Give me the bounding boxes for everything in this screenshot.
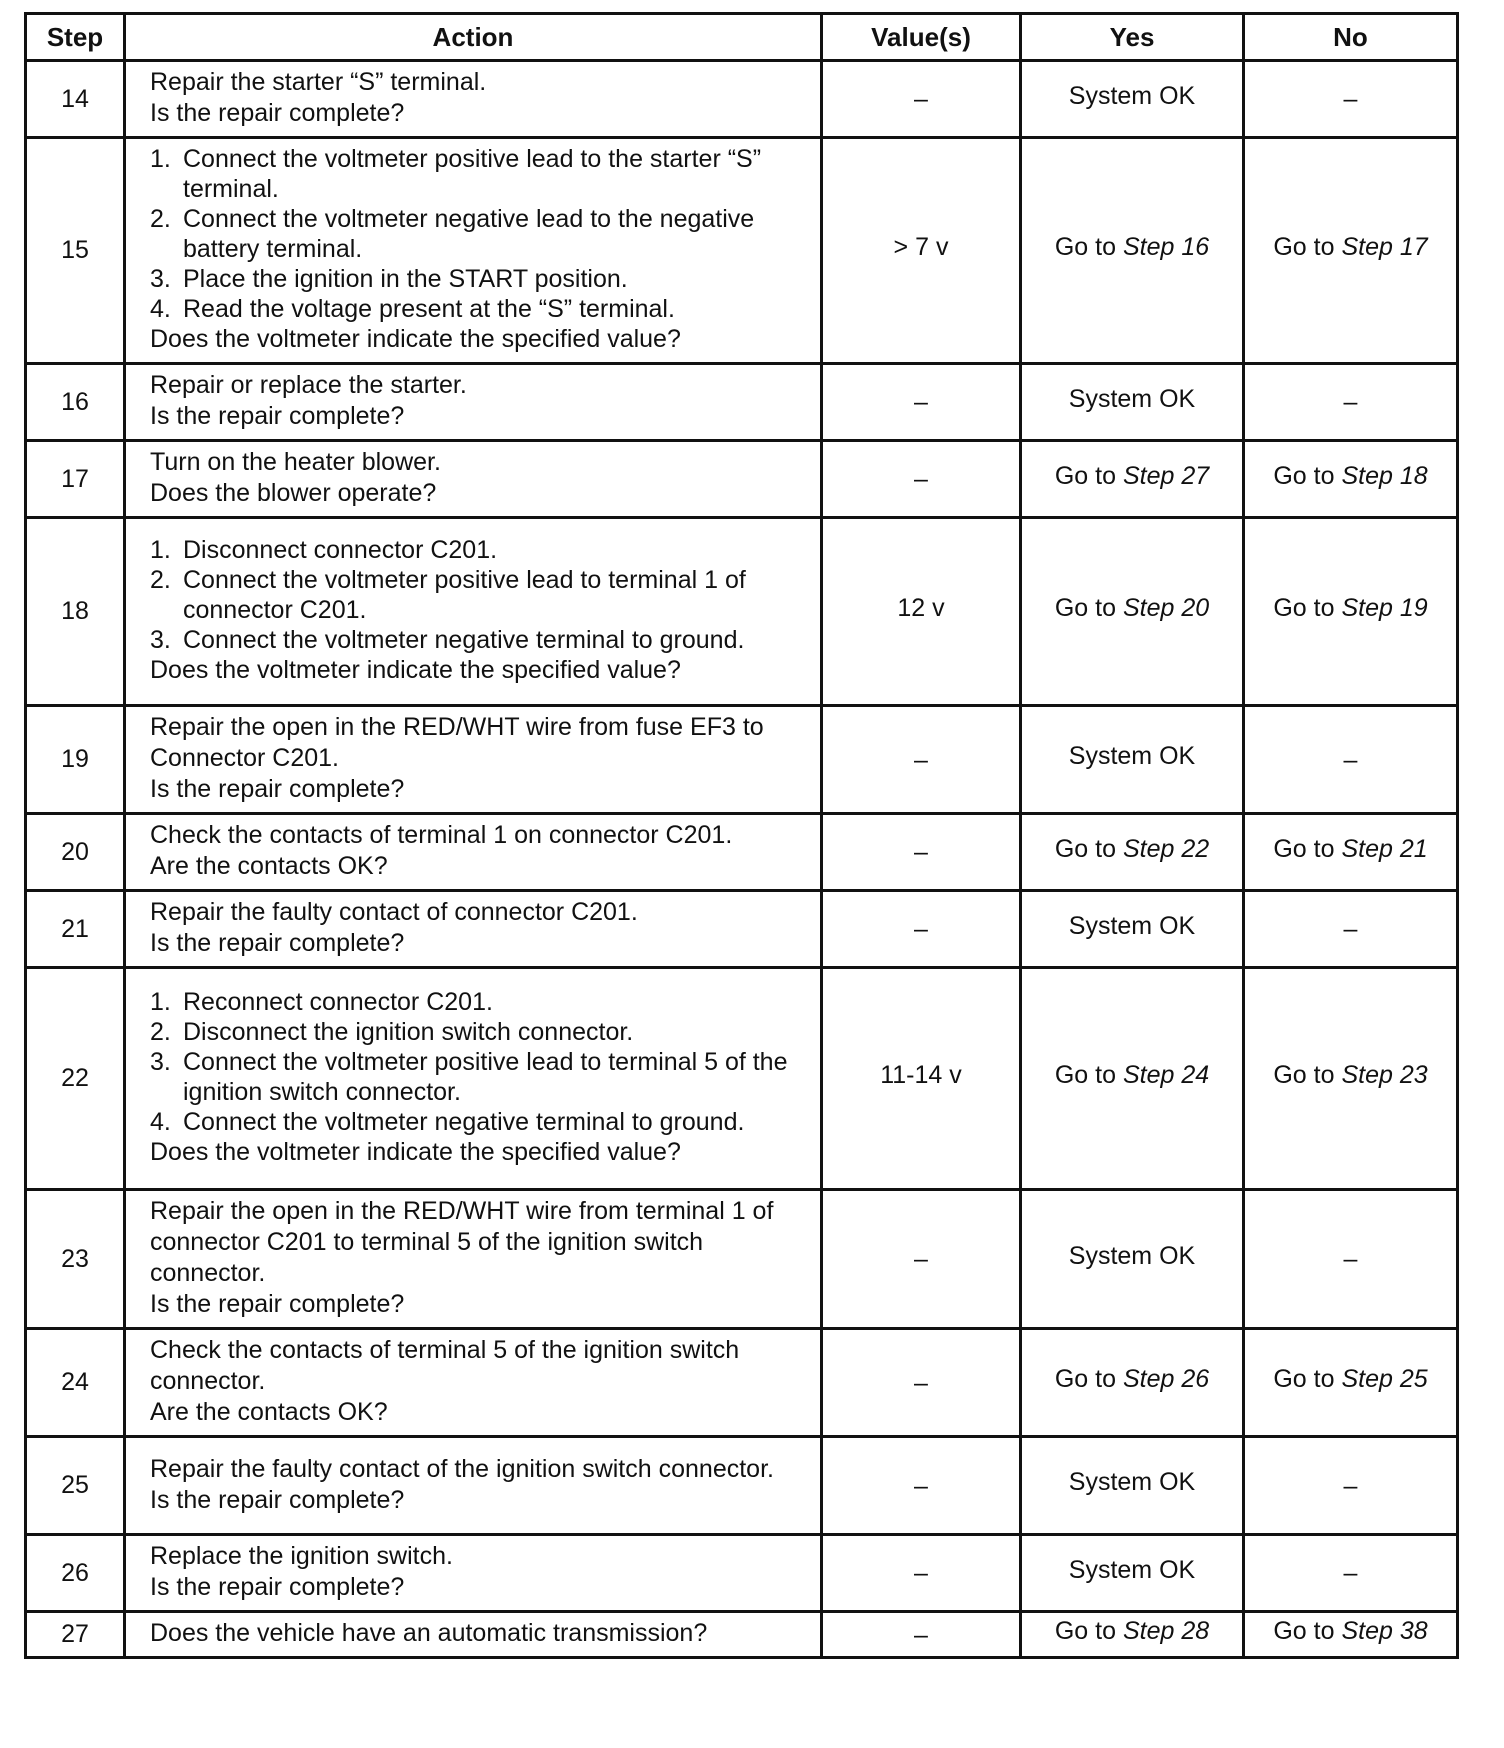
action-item-number: 4. [150,1108,171,1136]
yes-text: System OK [1068,1468,1196,1496]
action-item-number: 2. [150,205,171,233]
yes-text: System OK [1068,742,1196,770]
action-item-number: 2. [150,1018,171,1046]
yes-cell [1021,1329,1244,1437]
value-cell: – [822,364,1021,441]
step-number: 21 [26,891,125,968]
action-item-number: 2. [150,566,171,594]
action-cell [125,1437,822,1535]
no-step-ref: Step 17 [1341,233,1428,261]
table-row [26,61,1458,138]
action-item [150,565,810,625]
value-cell: 11-14 v [822,968,1021,1190]
yes-step-ref: Step 20 [1122,594,1210,622]
action-line: Is the repair complete? [150,929,405,957]
action-cell [125,518,822,706]
action-item-text: Read the voltage present at the “S” terminal. [183,295,675,323]
no-step-ref: Step 23 [1341,1061,1428,1089]
action-cell [125,814,822,891]
step-number: 19 [26,706,125,814]
yes-text: System OK [1068,1555,1196,1584]
step-number: 24 [26,1329,125,1437]
no-cell [1244,138,1458,364]
action-cell [125,364,822,441]
table-row [26,968,1458,1190]
table-row [26,1190,1458,1329]
table-row [26,518,1458,706]
action-item-text: Connect the voltmeter positive lead to the starter “S” terminal. [183,145,762,203]
header-row [26,14,1458,61]
action-item-text: Disconnect the ignition switch connector. [183,1018,634,1046]
action-item-number: 4. [150,295,171,323]
no-step-ref: Step 19 [1341,594,1428,622]
no-step-ref: Step 21 [1341,834,1428,863]
yes-step-ref: Step 16 [1122,233,1210,261]
yes-cell [1021,706,1244,814]
yes-text: Go to [1054,834,1123,863]
table-row [26,138,1458,364]
header-yes: Yes [1021,14,1244,61]
yes-cell [1021,1190,1244,1329]
no-text: Go to [1273,594,1342,622]
no-step-ref: Step 38 [1341,1617,1428,1645]
action-line: Repair the starter “S” terminal. [150,68,487,96]
no-cell [1244,1612,1458,1658]
step-number: 25 [26,1437,125,1535]
no-text: – [1343,1245,1358,1273]
action-line: Does the vehicle have an automatic transmission? [150,1619,708,1647]
no-text: – [1343,1471,1358,1500]
no-step-ref: Step 25 [1341,1365,1428,1393]
action-item-text: Connect the voltmeter positive lead to terminal 1 of connector C201. [183,566,746,624]
header-no: No [1244,14,1458,61]
no-text: Go to [1273,461,1342,490]
action-item [150,144,810,204]
action-line: Is the repair complete? [150,775,405,803]
step-number: 22 [26,968,125,1190]
value-cell: – [822,891,1021,968]
step-number: 23 [26,1190,125,1329]
no-text: – [1343,85,1358,113]
action-item-number: 3. [150,265,171,293]
yes-cell [1021,1437,1244,1535]
no-cell [1244,1190,1458,1329]
action-cell [125,891,822,968]
no-cell [1244,706,1458,814]
no-cell [1244,364,1458,441]
table-row [26,891,1458,968]
action-item-text: Disconnect connector C201. [183,536,498,564]
step-number: 14 [26,61,125,138]
action-item [150,1017,810,1047]
table-row [26,706,1458,814]
yes-cell [1021,814,1244,891]
value-cell: – [822,1190,1021,1329]
no-cell [1244,518,1458,706]
action-line: Is the repair complete? [150,402,405,430]
yes-step-ref: Step 22 [1122,834,1210,863]
action-cell [125,968,822,1190]
no-text: Go to [1273,1061,1342,1089]
action-item-number: 1. [150,536,171,564]
header-values: Value(s) [822,14,1021,61]
action-line: Repair the faulty contact of connector C201. [150,898,638,926]
action-cell [125,1535,822,1612]
action-line: Are the contacts OK? [150,852,388,880]
yes-cell [1021,364,1244,441]
header-action: Action [125,14,822,61]
yes-text: Go to [1054,1061,1123,1089]
action-item [150,625,810,655]
action-item-number: 1. [150,145,171,173]
yes-step-ref: Step 27 [1122,461,1210,490]
action-item [150,535,810,565]
action-question: Does the voltmeter indicate the specified value? [150,325,681,353]
action-item [150,1047,810,1107]
action-line: Does the blower operate? [150,479,437,507]
action-line: Check the contacts of terminal 5 of the ignition switch connector. [150,1336,740,1395]
header-step: Step [26,14,125,61]
no-cell [1244,1535,1458,1612]
action-cell [125,441,822,518]
step-number: 18 [26,518,125,706]
yes-text: System OK [1068,81,1196,110]
action-item [150,1107,810,1137]
value-cell: – [822,1329,1021,1437]
step-number: 17 [26,441,125,518]
no-text: – [1343,388,1358,416]
table-row [26,364,1458,441]
action-question: Does the voltmeter indicate the specified value? [150,656,681,684]
action-item-number: 3. [150,1048,171,1076]
action-item-text: Connect the voltmeter negative lead to the negative battery terminal. [183,205,755,263]
step-number: 27 [26,1612,125,1658]
value-cell: 12 v [822,518,1021,706]
yes-step-ref: Step 26 [1122,1365,1210,1393]
yes-cell [1021,1612,1244,1658]
yes-text: Go to [1054,594,1123,622]
yes-text: Go to [1054,1365,1123,1393]
action-line: Is the repair complete? [150,1290,405,1318]
value-cell: – [822,1535,1021,1612]
yes-text: System OK [1068,384,1196,413]
table-row [26,1612,1458,1658]
value-cell: – [822,706,1021,814]
table-row [26,441,1458,518]
yes-cell [1021,441,1244,518]
no-text: Go to [1273,1617,1342,1645]
no-cell [1244,968,1458,1190]
no-text: – [1343,915,1358,943]
step-number: 20 [26,814,125,891]
no-cell [1244,1437,1458,1535]
action-line: Replace the ignition switch. [150,1542,453,1570]
value-cell: > 7 v [822,138,1021,364]
action-line: Repair or replace the starter. [150,371,467,399]
no-cell [1244,891,1458,968]
step-number: 16 [26,364,125,441]
yes-step-ref: Step 28 [1122,1617,1210,1645]
action-line: Repair the open in the RED/WHT wire from fuse EF3 to Connector C201. [150,713,764,772]
yes-text: Go to [1054,461,1123,490]
yes-text: Go to [1054,233,1123,261]
action-cell [125,61,822,138]
action-question: Does the voltmeter indicate the specified value? [150,1138,681,1166]
action-item [150,204,810,264]
action-line: Are the contacts OK? [150,1398,388,1426]
yes-cell [1021,518,1244,706]
yes-cell [1021,891,1244,968]
action-cell [125,706,822,814]
action-line: Repair the open in the RED/WHT wire from terminal 1 of connector C201 to terminal 5 of the ignition switch connector. [150,1197,774,1287]
diagnostic-table [24,12,1459,1659]
table-row [26,1437,1458,1535]
no-text: Go to [1273,834,1342,863]
value-cell: – [822,814,1021,891]
action-item-text: Connect the voltmeter negative terminal to ground. [183,626,745,654]
yes-text: System OK [1068,1241,1196,1270]
action-item-text: Reconnect connector C201. [183,988,493,1016]
action-cell [125,138,822,364]
no-cell [1244,61,1458,138]
no-cell [1244,441,1458,518]
step-number: 26 [26,1535,125,1612]
no-text: Go to [1273,233,1342,261]
action-item-text: Connect the voltmeter positive lead to terminal 5 of the ignition switch connector. [183,1048,788,1106]
no-text: – [1343,1559,1358,1587]
no-text: Go to [1273,1365,1342,1393]
action-item [150,987,810,1017]
action-cell [125,1612,822,1658]
value-cell: – [822,441,1021,518]
yes-text: Go to [1054,1617,1123,1645]
table-row [26,814,1458,891]
action-line: Repair the faulty contact of the ignition switch connector. [150,1454,774,1483]
value-cell: – [822,1612,1021,1658]
page [24,12,1456,1659]
action-item-text: Place the ignition in the START position. [183,265,628,293]
action-item [150,294,810,324]
yes-cell [1021,968,1244,1190]
value-cell: – [822,1437,1021,1535]
table-body [26,61,1458,1658]
yes-cell [1021,1535,1244,1612]
yes-cell [1021,138,1244,364]
action-item-number: 1. [150,988,171,1016]
no-cell [1244,1329,1458,1437]
yes-text: System OK [1068,911,1196,940]
no-step-ref: Step 18 [1341,461,1428,490]
table-row [26,1535,1458,1612]
action-item [150,264,810,294]
step-number: 15 [26,138,125,364]
action-item-number: 3. [150,626,171,654]
action-line: Is the repair complete? [150,99,405,127]
value-cell: – [822,61,1021,138]
action-line: Turn on the heater blower. [150,448,441,476]
yes-step-ref: Step 24 [1122,1061,1210,1089]
action-cell [125,1329,822,1437]
table-row [26,1329,1458,1437]
action-line: Is the repair complete? [150,1485,405,1514]
action-line: Is the repair complete? [150,1573,405,1601]
yes-cell [1021,61,1244,138]
no-text: – [1343,745,1358,774]
action-item-text: Connect the voltmeter negative terminal to ground. [183,1108,745,1136]
action-line: Check the contacts of terminal 1 on connector C201. [150,821,733,849]
action-cell [125,1190,822,1329]
no-cell [1244,814,1458,891]
